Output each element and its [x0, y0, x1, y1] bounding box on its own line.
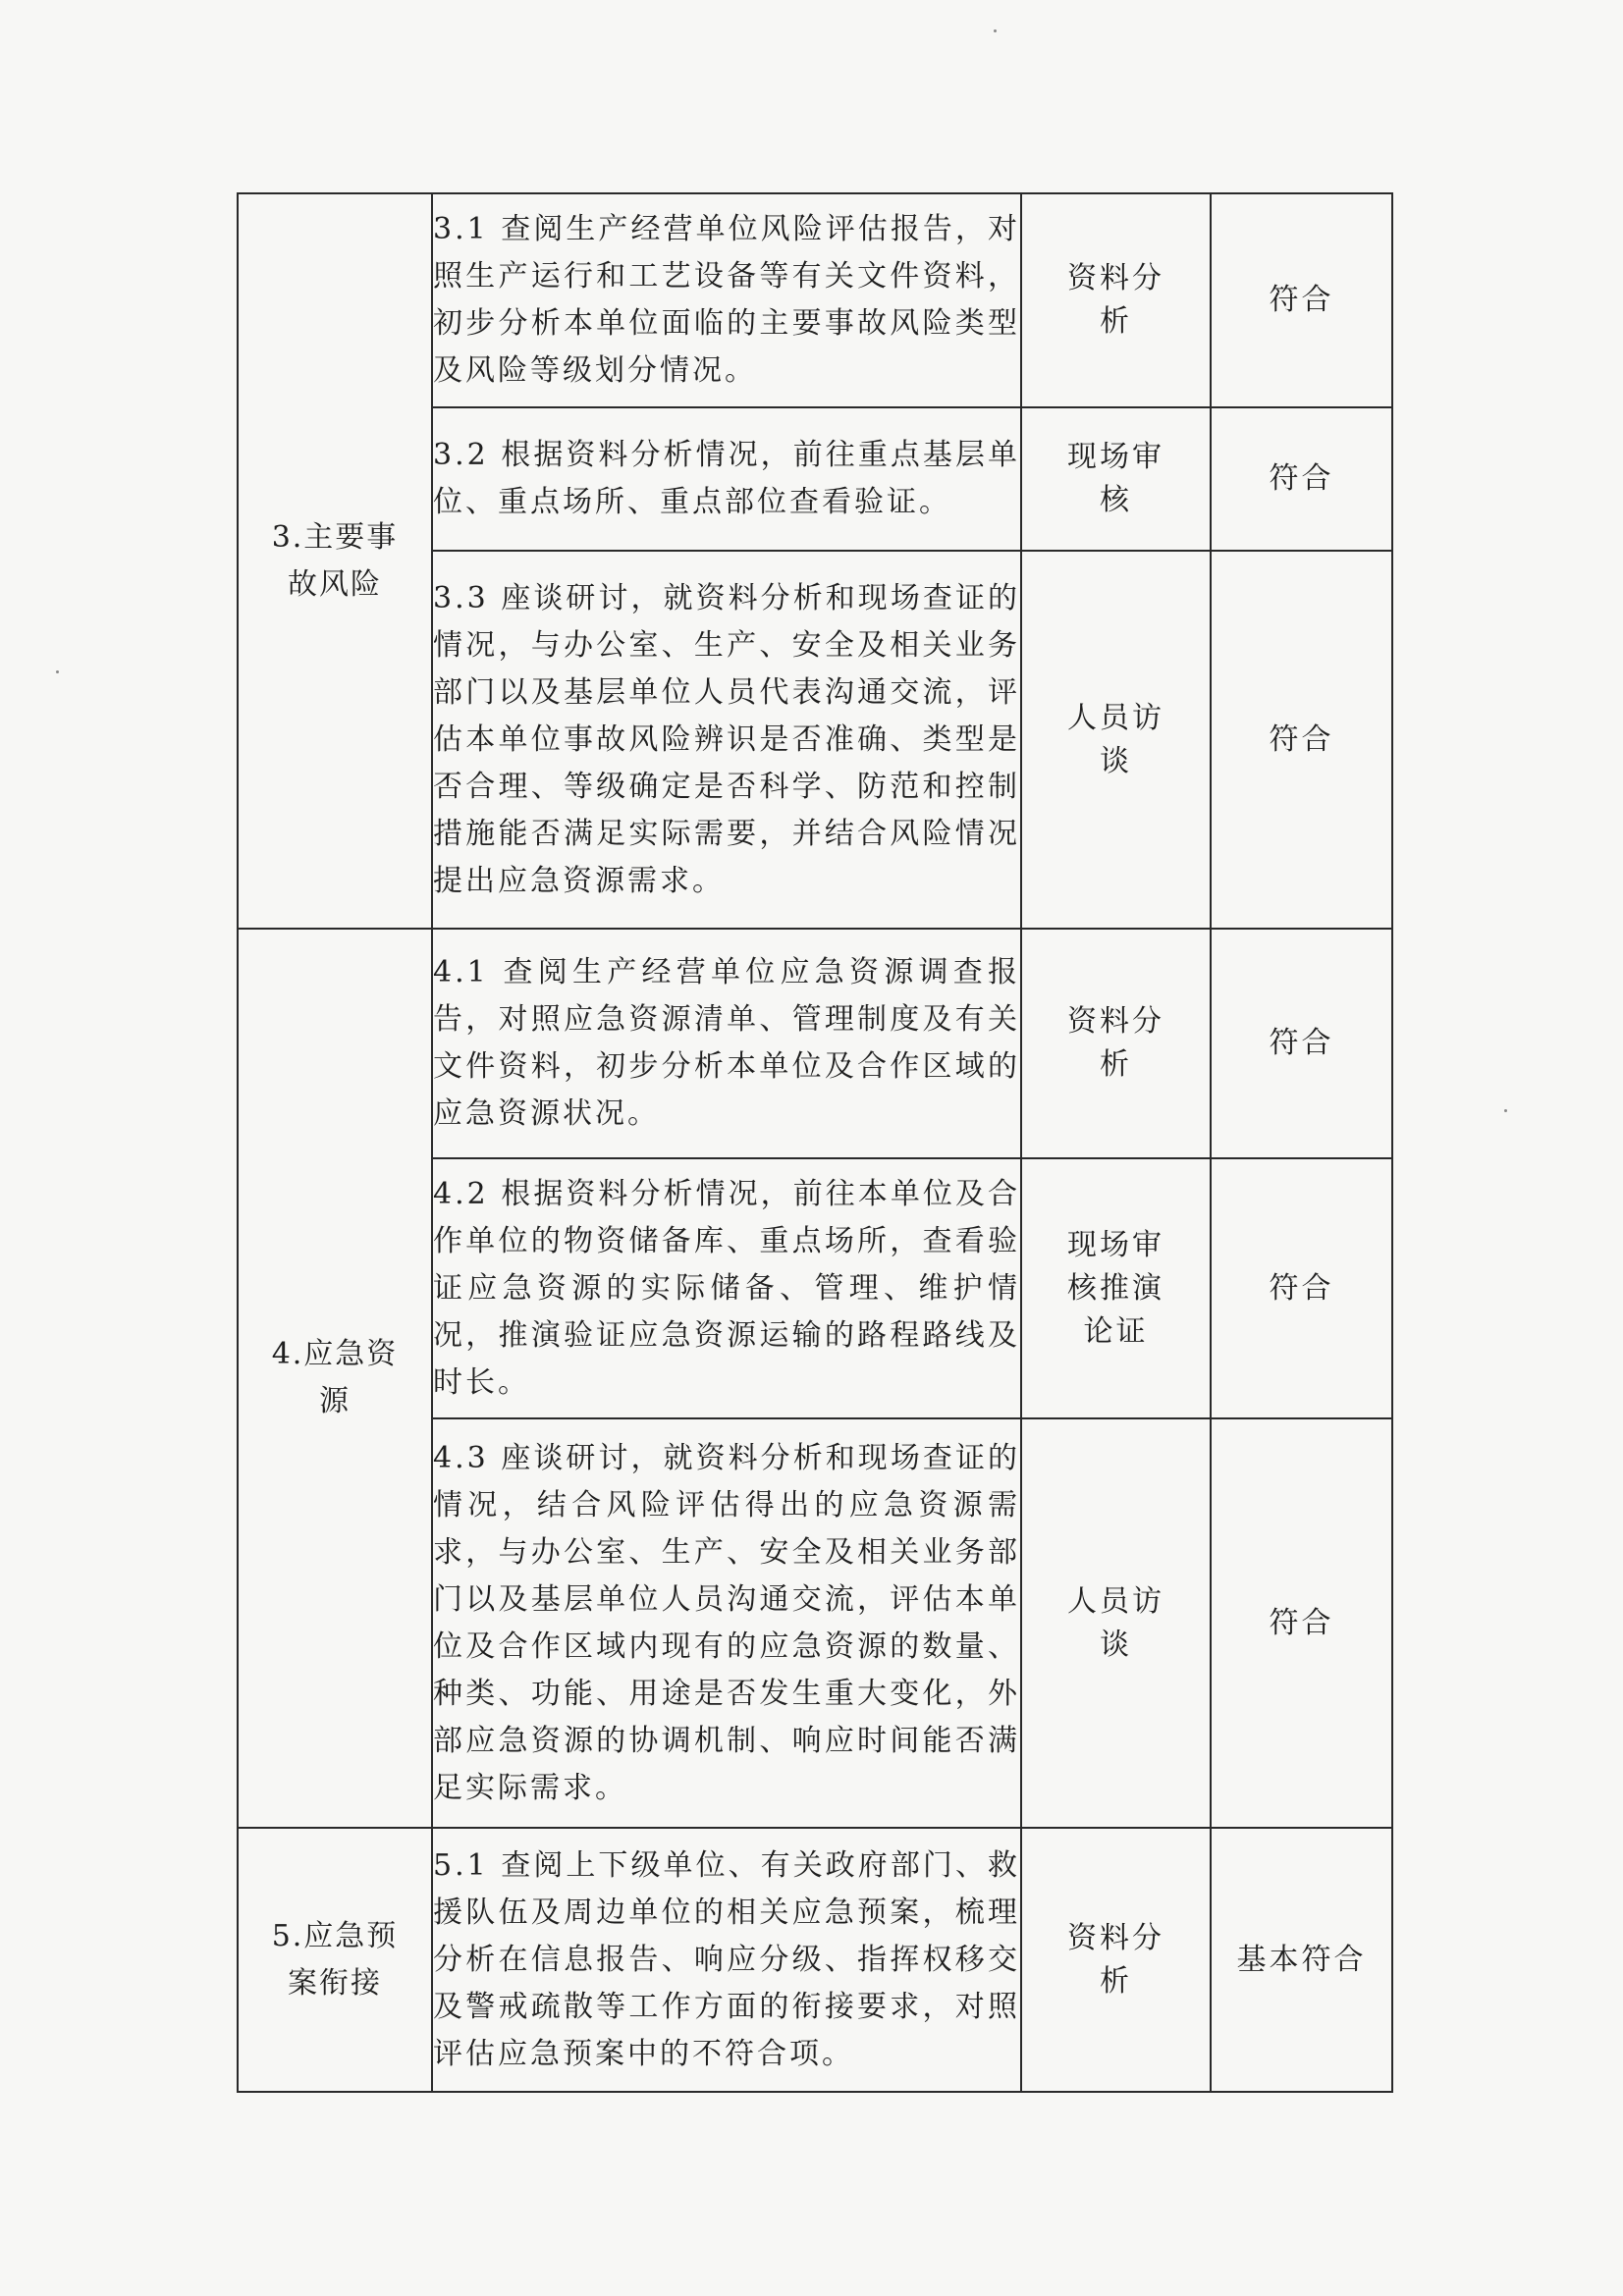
method-label: 人员访谈	[1067, 1583, 1164, 1662]
assessment-table	[237, 192, 1393, 2093]
method-cell	[1021, 1418, 1211, 1828]
content-cell: 4.1 查阅生产经营单位应急资源调查报告，对照应急资源清单、管理制度及有关文件资料，初步分析本单位及合作区域的应急资源状况。	[432, 929, 1021, 1158]
table-row	[238, 929, 1392, 1158]
category-label: 5.应急预案衔接	[271, 1918, 399, 2001]
method-cell	[1021, 1158, 1211, 1418]
category-cell	[238, 193, 432, 929]
table-row	[238, 193, 1392, 407]
content-cell: 3.1 查阅生产经营单位风险评估报告，对照生产运行和工艺设备等有关文件资料，初步分析本单位面临的主要事故风险类型及风险等级划分情况。	[432, 193, 1021, 407]
method-label: 资料分析	[1067, 1920, 1164, 1999]
scan-speck	[56, 670, 59, 673]
method-label: 现场审核	[1067, 440, 1164, 517]
content-cell: 3.2 根据资料分析情况，前往重点基层单位、重点场所、重点部位查看验证。	[432, 407, 1021, 551]
method-label: 资料分析	[1067, 1004, 1164, 1082]
result-cell: 符合	[1211, 1158, 1392, 1418]
scan-speck	[1504, 1109, 1507, 1112]
method-label: 人员访谈	[1067, 700, 1164, 778]
method-cell	[1021, 407, 1211, 551]
category-cell	[238, 1828, 432, 2092]
content-cell: 4.2 根据资料分析情况，前往本单位及合作单位的物资储备库、重点场所，查看验证应急资源的实际储备、管理、维护情况，推演验证应急资源运输的路程路线及时长。	[432, 1158, 1021, 1418]
result-cell: 符合	[1211, 551, 1392, 929]
content-cell: 3.3 座谈研讨，就资料分析和现场查证的情况，与办公室、生产、安全及相关业务部门以及基层单位人员代表沟通交流，评估本单位事故风险辨识是否准确、类型是否合理、等级确定是否科学、防范和控制措施能否满足实际需要，并结合风险情况提出应急资源需求。	[432, 551, 1021, 929]
method-cell	[1021, 551, 1211, 929]
method-cell	[1021, 193, 1211, 407]
result-cell: 符合	[1211, 929, 1392, 1158]
result-cell: 符合	[1211, 1418, 1392, 1828]
category-cell	[238, 929, 432, 1828]
scan-speck	[994, 29, 997, 32]
category-label: 4.应急资源	[271, 1337, 399, 1418]
table-row	[238, 1828, 1392, 2092]
content-cell: 4.3 座谈研讨，就资料分析和现场查证的情况，结合风险评估得出的应急资源需求，与办公室、生产、安全及相关业务部门以及基层单位人员沟通交流，评估本单位及合作区域内现有的应急资源的数量、种类、功能、用途是否发生重大变化，外部应急资源的协调机制、响应时间能否满足实际需求。	[432, 1418, 1021, 1828]
method-cell	[1021, 929, 1211, 1158]
category-label: 3.主要事故风险	[271, 519, 399, 602]
method-label: 资料分析	[1067, 261, 1164, 339]
result-cell: 符合	[1211, 407, 1392, 551]
method-label: 现场审核推演论证	[1067, 1227, 1164, 1349]
method-cell	[1021, 1828, 1211, 2092]
result-cell: 符合	[1211, 193, 1392, 407]
result-cell: 基本符合	[1211, 1828, 1392, 2092]
content-cell: 5.1 查阅上下级单位、有关政府部门、救援队伍及周边单位的相关应急预案，梳理分析在信息报告、响应分级、指挥权移交及警戒疏散等工作方面的衔接要求，对照评估应急预案中的不符合项。	[432, 1828, 1021, 2092]
